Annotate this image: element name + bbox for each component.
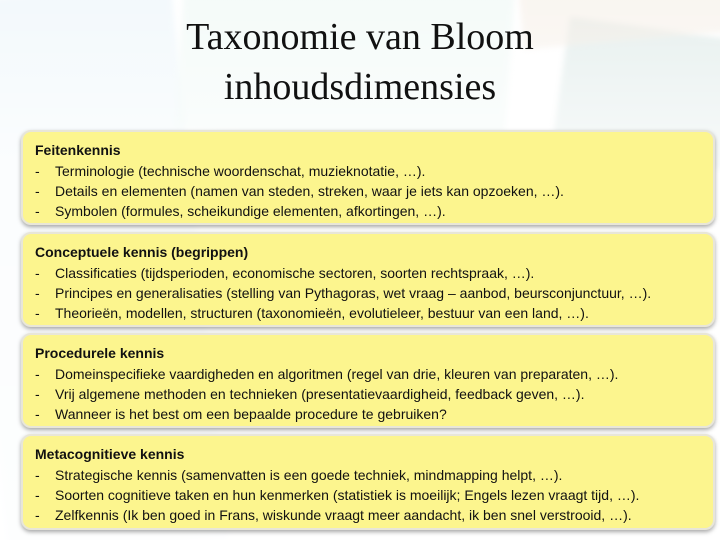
list-item: - Domeinspecifieke vaardigheden en algoritmen (regel van drie, kleuren van preparaten, …). (35, 366, 619, 382)
list-item-text: Terminologie (technische woordenschat, muzieknotatie, …). (55, 163, 426, 179)
list-item: - Details en elementen (namen van steden, streken, waar je iets kan opzoeken, …). (35, 183, 564, 199)
list-item: - Strategische kennis (samenvatten is een goede techniek, mindmapping helpt, …). (35, 467, 563, 483)
slide-title-line-1: Taxonomie van Bloom (186, 16, 534, 58)
slide-title-line-2: inhoudsdimensies (223, 66, 497, 108)
list-item-text: Details en elementen (namen van steden, streken, waar je iets kan opzoeken, …). (55, 183, 564, 199)
list-item: - Terminologie (technische woordenschat, muzieknotatie, …). (35, 163, 426, 179)
item-list (35, 161, 701, 221)
panel-metacognitieve-kennis (21, 434, 715, 530)
list-item-text: Theorieën, modellen, structuren (taxonomieën, evolutieleer, bestuur van een land, …). (55, 305, 589, 321)
list-item: - Theorieën, modellen, structuren (taxonomieën, evolutieleer, bestuur van een land, …). (35, 305, 589, 321)
list-item-text: Wanneer is het best om een bepaalde procedure te gebruiken? (55, 406, 447, 422)
list-item: - Soorten cognitieve taken en hun kenmerken (statistiek is moeilijk; Engels lezen vraagt tijd, …). (35, 487, 640, 503)
list-item-text: Principes en generalisaties (stelling van Pythagoras, wet vraag – aanbod, beursconjunctuur, …). (55, 285, 652, 301)
panel-heading: Feitenkennis (35, 142, 121, 158)
list-item-text: Vrij algemene methoden en technieken (presentatievaardigheid, feedback geven, …). (55, 386, 585, 402)
list-item-text: Zelfkennis (Ik ben goed in Frans, wiskunde vraagt meer aandacht, ik ben snel verstrooid, …). (55, 507, 632, 523)
list-item-text: Symbolen (formules, scheikundige elementen, afkortingen, …). (55, 203, 446, 219)
list-item: - Wanneer is het best om een bepaalde procedure te gebruiken? (35, 406, 447, 422)
list-item: - Vrij algemene methoden en technieken (presentatievaardigheid, feedback geven, …). (35, 386, 585, 402)
list-item: - Principes en generalisaties (stelling van Pythagoras, wet vraag – aanbod, beursconjunctuur, …). (35, 285, 652, 301)
panel-procedurele-kennis (21, 333, 715, 428)
item-list (35, 465, 701, 525)
panel-heading: Conceptuele kennis (begrippen) (35, 244, 249, 260)
panel-heading: Procedurele kennis (35, 345, 165, 361)
list-item: - Symbolen (formules, scheikundige elementen, afkortingen, …). (35, 203, 446, 219)
item-list (35, 364, 701, 424)
list-item: - Zelfkennis (Ik ben goed in Frans, wiskunde vraagt meer aandacht, ik ben snel verstrooid, …). (35, 507, 632, 523)
list-item: - Classificaties (tijdsperioden, economische sectoren, soorten rechtspraak, …). (35, 265, 535, 281)
item-list (35, 263, 701, 323)
panel-feitenkennis (21, 130, 715, 225)
list-item-text: Soorten cognitieve taken en hun kenmerken (statistiek is moeilijk; Engels lezen vraagt tijd, …). (55, 487, 640, 503)
panel-heading: Metacognitieve kennis (35, 446, 185, 462)
list-item-text: Domeinspecifieke vaardigheden en algoritmen (regel van drie, kleuren van preparaten, …). (55, 366, 619, 382)
slide-title (0, 12, 720, 112)
list-item-text: Strategische kennis (samenvatten is een goede techniek, mindmapping helpt, …). (55, 467, 563, 483)
panel-conceptuele-kennis (21, 232, 715, 327)
list-item-text: Classificaties (tijdsperioden, economische sectoren, soorten rechtspraak, …). (55, 265, 535, 281)
